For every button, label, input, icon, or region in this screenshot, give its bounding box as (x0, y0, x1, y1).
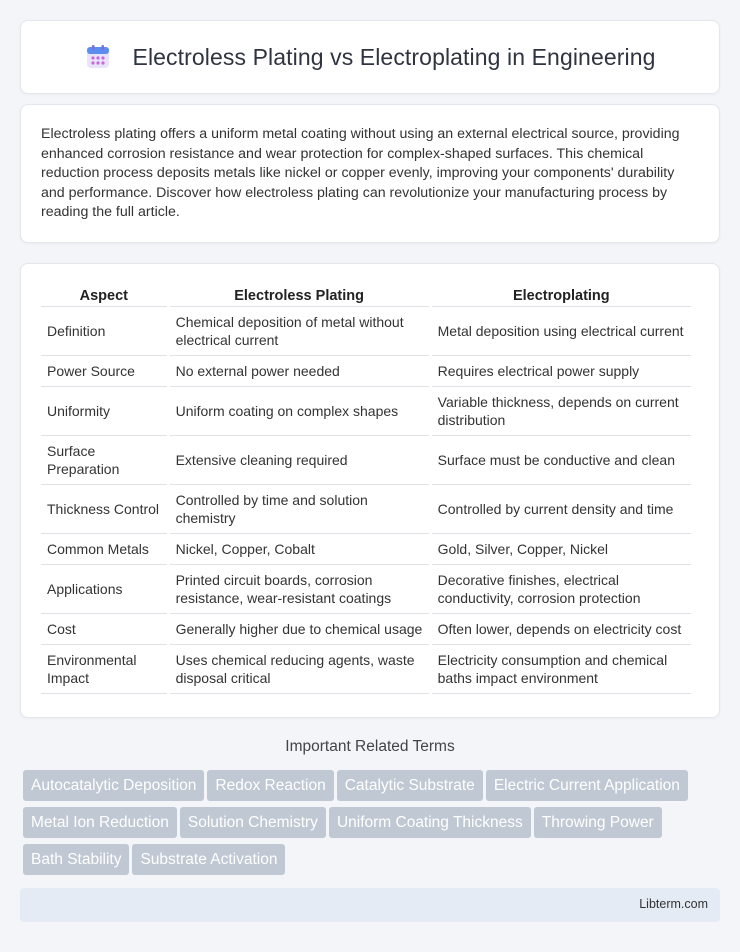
intro-card (20, 104, 720, 243)
related-terms-title: Important Related Terms (285, 738, 455, 755)
row-electroplating: Decorative finishes, electrical conductivity, corrosion protection (432, 565, 691, 614)
term-tag[interactable]: Redox Reaction (207, 770, 333, 801)
term-tag[interactable]: Catalytic Substrate (337, 770, 483, 801)
term-tag[interactable]: Solution Chemistry (180, 807, 326, 838)
term-tag[interactable]: Electric Current Application (486, 770, 688, 801)
table-header-row (41, 284, 691, 307)
table-row (41, 565, 691, 614)
row-aspect: Uniformity (41, 387, 167, 436)
table-row (41, 614, 691, 645)
row-electroplating: Requires electrical power supply (432, 356, 691, 387)
row-electroplating: Variable thickness, depends on current distribution (432, 387, 691, 436)
term-tag[interactable]: Metal Ion Reduction (23, 807, 177, 838)
header-electroless: Electroless Plating (170, 284, 429, 307)
row-electroplating: Gold, Silver, Copper, Nickel (432, 534, 691, 565)
page-title: Electroless Plating vs Electroplating in Engineering (132, 43, 656, 70)
row-aspect: Common Metals (41, 534, 167, 565)
table-row (41, 387, 691, 436)
header-aspect: Aspect (41, 284, 167, 307)
row-electroless: Uses chemical reducing agents, waste disposal critical (170, 645, 429, 694)
term-tag[interactable]: Substrate Activation (132, 844, 285, 875)
row-electroplating: Electricity consumption and chemical baths impact environment (432, 645, 691, 694)
row-electroless: Printed circuit boards, corrosion resistance, wear-resistant coatings (170, 565, 429, 614)
row-aspect: Surface Preparation (41, 436, 167, 485)
term-tag[interactable]: Bath Stability (23, 844, 129, 875)
row-aspect: Environmental Impact (41, 645, 167, 694)
row-electroless: No external power needed (170, 356, 429, 387)
row-electroless: Controlled by time and solution chemistry (170, 485, 429, 534)
table-row (41, 534, 691, 565)
row-aspect: Cost (41, 614, 167, 645)
footer-site-link[interactable]: Libterm.com (639, 897, 708, 911)
table-row (41, 436, 691, 485)
row-electroless: Extensive cleaning required (170, 436, 429, 485)
table-row (41, 356, 691, 387)
table-row (41, 485, 691, 534)
term-tag[interactable]: Throwing Power (534, 807, 662, 838)
row-electroless: Generally higher due to chemical usage (170, 614, 429, 645)
term-tag[interactable]: Autocatalytic Deposition (23, 770, 204, 801)
comparison-table (38, 284, 694, 694)
row-electroplating: Surface must be conductive and clean (432, 436, 691, 485)
footer (20, 888, 720, 922)
calendar-icon (85, 44, 111, 70)
term-tag[interactable]: Uniform Coating Thickness (329, 807, 531, 838)
row-electroplating: Metal deposition using electrical current (432, 307, 691, 356)
row-electroless: Chemical deposition of metal without electrical current (170, 307, 429, 356)
row-aspect: Applications (41, 565, 167, 614)
row-aspect: Thickness Control (41, 485, 167, 534)
row-aspect: Power Source (41, 356, 167, 387)
row-electroplating: Often lower, depends on electricity cost (432, 614, 691, 645)
intro-text: Electroless plating offers a uniform metal coating without using an external electrical source, providing enhanced corrosion resistance and wear protection for complex-shaped surfaces. This chemical reduction process deposits metals like nickel or copper evenly, improving your components' durability and performance. Discover how electroless plating can revolutionize your manufacturing process by reading the full article. (41, 126, 680, 221)
related-terms-list (23, 770, 723, 881)
row-aspect: Definition (41, 307, 167, 356)
row-electroplating: Controlled by current density and time (432, 485, 691, 534)
table-row (41, 307, 691, 356)
comparison-card (20, 263, 720, 718)
row-electroless: Nickel, Copper, Cobalt (170, 534, 429, 565)
row-electroless: Uniform coating on complex shapes (170, 387, 429, 436)
header-card (20, 20, 720, 94)
table-row (41, 645, 691, 694)
header-electroplating: Electroplating (432, 284, 691, 307)
